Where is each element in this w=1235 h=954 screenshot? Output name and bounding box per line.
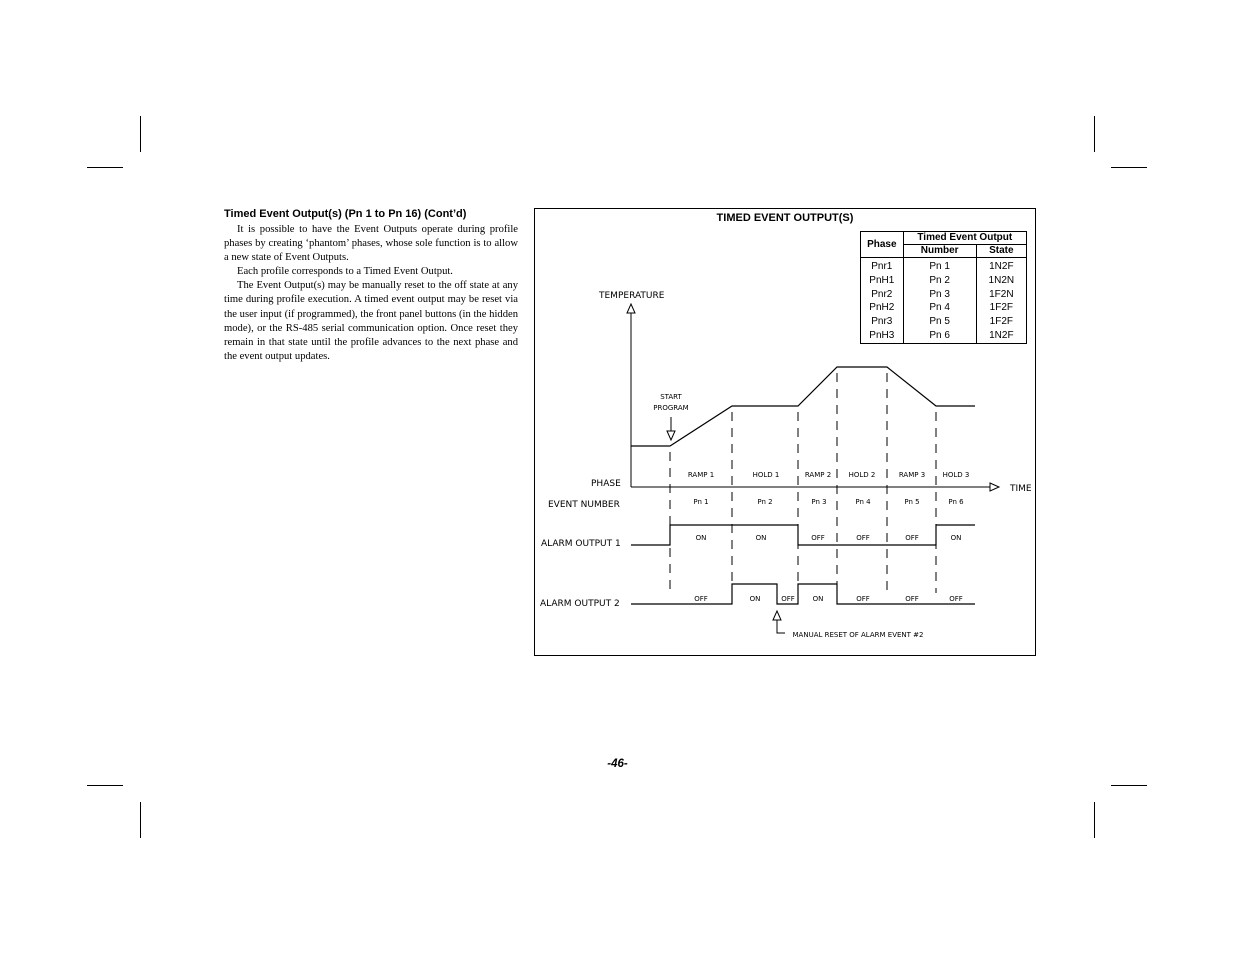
manual-reset-note: MANUAL RESET OF ALARM EVENT #2 bbox=[792, 631, 924, 639]
crop-mark bbox=[87, 167, 123, 168]
alarm1-state: ON bbox=[755, 534, 767, 542]
event-label: Pn 1 bbox=[693, 498, 709, 506]
event-label: Pn 6 bbox=[948, 498, 964, 506]
crop-mark bbox=[1111, 167, 1147, 168]
crop-mark bbox=[1111, 785, 1147, 786]
alarm1-state: ON bbox=[695, 534, 707, 542]
table-header-group: Timed Event Output bbox=[903, 232, 1026, 245]
table-header-number: Number bbox=[903, 245, 976, 258]
figure-title: TIMED EVENT OUTPUT(S) bbox=[716, 212, 854, 224]
event-label: Pn 5 bbox=[904, 498, 920, 506]
crop-mark bbox=[140, 116, 141, 152]
event-number-row-label: EVENT NUMBER bbox=[548, 500, 620, 510]
alarm2-state: OFF bbox=[781, 595, 795, 603]
alarm-output-2-label: ALARM OUTPUT 2 bbox=[540, 599, 620, 609]
phase-label: RAMP 3 bbox=[898, 471, 926, 479]
alarm2-state: OFF bbox=[949, 595, 963, 603]
alarm-output-1-label: ALARM OUTPUT 1 bbox=[541, 539, 621, 549]
timing-diagram bbox=[535, 209, 1035, 655]
number-cell: Pn 4 bbox=[903, 301, 976, 315]
number-cell: Pn 2 bbox=[903, 274, 976, 288]
number-cell: Pn 6 bbox=[903, 329, 976, 343]
phase-cell: PnH1 bbox=[869, 274, 895, 286]
phase-cell: PnH3 bbox=[869, 329, 895, 341]
axis-arrow-right bbox=[990, 483, 999, 491]
phase-row-label: PHASE bbox=[591, 479, 621, 489]
program-label: PROGRAM bbox=[653, 404, 689, 412]
state-cell: 1F2F bbox=[976, 301, 1026, 315]
phase-cell: Pnr1 bbox=[871, 261, 893, 272]
state-cell: 1N2F bbox=[976, 258, 1026, 274]
alarm2-state: ON bbox=[749, 595, 761, 603]
page-number: -46- bbox=[607, 758, 628, 770]
reset-arrow-head bbox=[773, 611, 781, 620]
phase-cell: Pnr3 bbox=[871, 316, 893, 328]
timing-figure bbox=[534, 208, 1036, 656]
phase-label: HOLD 3 bbox=[942, 471, 970, 479]
state-cell: 1F2F bbox=[976, 315, 1026, 329]
paragraph: It is possible to have the Event Outputs operate during profile phases by creating ‘phantom’ phases, whose sole function is to allow a new state of Event Outputs. bbox=[224, 224, 518, 264]
phase-label: HOLD 1 bbox=[752, 471, 780, 479]
event-label: Pn 3 bbox=[811, 498, 827, 506]
table-header-state: State bbox=[976, 245, 1026, 258]
paragraph: The Event Output(s) may be manually reset to the off state at any time during profile execution. A timed event output may be reset via the user input (if programmed), the front panel buttons (in the hidden mode), or the RS-485 serial communication option. Once reset they remain in that state until the profile advances to the next phase and the event output updates. bbox=[224, 280, 518, 362]
alarm2-state: ON bbox=[812, 595, 824, 603]
section-heading: Timed Event Output(s) (Pn 1 to Pn 16) (Cont’d) bbox=[224, 208, 467, 220]
state-cell: 1N2N bbox=[976, 274, 1026, 288]
number-cell: Pn 3 bbox=[903, 288, 976, 302]
start-label: START bbox=[660, 393, 682, 401]
event-label: Pn 2 bbox=[757, 498, 773, 506]
text-column bbox=[224, 207, 518, 364]
table-header-phase: Phase bbox=[861, 232, 904, 258]
state-cell: 1F2N bbox=[976, 288, 1026, 302]
phase-label: HOLD 2 bbox=[848, 471, 876, 479]
phase-dividers bbox=[670, 373, 936, 593]
phase-label: RAMP 1 bbox=[687, 471, 715, 479]
alarm1-state: OFF bbox=[856, 534, 870, 542]
axis-arrow-up bbox=[627, 304, 635, 313]
alarm1-state: OFF bbox=[905, 534, 919, 542]
reset-arrow bbox=[777, 620, 785, 633]
alarm2-state: OFF bbox=[694, 595, 708, 603]
temperature-label: TEMPERATURE bbox=[599, 291, 665, 301]
alarm1-state: OFF bbox=[811, 534, 825, 542]
alarm2-state: OFF bbox=[856, 595, 870, 603]
alarm1-state: ON bbox=[950, 534, 962, 542]
crop-mark bbox=[140, 802, 141, 838]
event-label: Pn 4 bbox=[855, 498, 871, 506]
paragraph: Each profile corresponds to a Timed Event Output. bbox=[237, 266, 453, 278]
start-arrow-head bbox=[667, 431, 675, 440]
crop-mark bbox=[1094, 802, 1095, 838]
phase-cell: PnH2 bbox=[869, 302, 895, 314]
alarm2-state: OFF bbox=[905, 595, 919, 603]
phase-label: RAMP 2 bbox=[804, 471, 832, 479]
alarm-output-2-waveform bbox=[631, 584, 975, 604]
phase-cell: Pnr2 bbox=[871, 288, 893, 300]
crop-mark bbox=[1094, 116, 1095, 152]
alarm-output-1-waveform bbox=[631, 525, 975, 545]
time-label: TIME bbox=[1010, 484, 1032, 494]
crop-mark bbox=[87, 785, 123, 786]
number-cell: Pn 5 bbox=[903, 315, 976, 329]
number-cell: Pn 1 bbox=[903, 258, 976, 274]
state-cell: 1N2F bbox=[976, 329, 1026, 343]
